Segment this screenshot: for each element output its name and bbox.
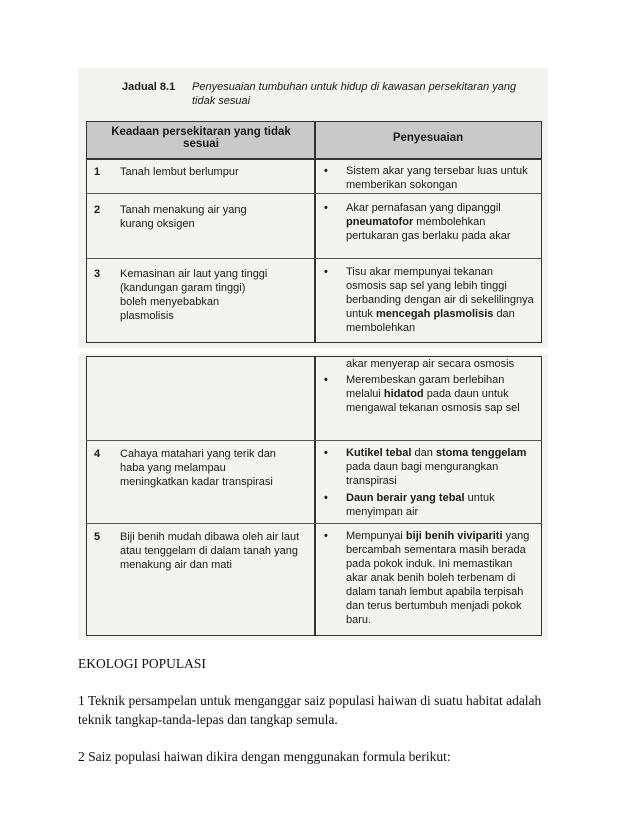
adaptation-4b xyxy=(346,491,534,519)
section-heading: EKOLOGI POPULASI xyxy=(78,656,206,671)
row-rule xyxy=(86,193,542,194)
adaptation-text: pada daun bagi mengurangkan transpirasi xyxy=(346,461,499,487)
adaptation-text: membolehkan pertukaran gas berlaku pada akar xyxy=(346,216,511,242)
bullet: • xyxy=(324,266,328,278)
row-rule xyxy=(86,440,542,441)
condition-4: Cahaya matahari yang terik dan haba yang melampau meningkatkan kadar transpirasi xyxy=(120,448,276,488)
adaptation-text: Tisu akar mempunyai tekanan osmosis sap sel yang lebih tinggi berbanding dengan air di sekelilingnya untuk xyxy=(346,266,534,320)
row-number-2: 2 xyxy=(94,204,101,216)
adaptation-keyword: mencegah plasmolisis xyxy=(375,308,494,320)
row-number-1: 1 xyxy=(94,166,101,178)
caption-text: Penyesuaian tumbuhan untuk hidup di kawasan persekitaran yang tidak sesuai xyxy=(192,81,517,107)
row-number-3: 3 xyxy=(94,268,101,280)
bullet: • xyxy=(324,165,328,177)
adaptation-keyword: pneumatofor xyxy=(346,216,414,228)
row-number-4: 4 xyxy=(94,448,101,460)
adaptation-1: Sistem akar yang tersebar luas untuk memberikan sokongan xyxy=(346,165,528,191)
adaptation-3b xyxy=(346,373,534,415)
textbook-scan xyxy=(78,68,548,640)
adaptation-text: Mempunyai xyxy=(346,530,403,542)
adaptation-keyword: Daun berair yang tebal xyxy=(346,492,465,504)
adaptation-text: dan membolehkan xyxy=(346,308,515,334)
column-divider xyxy=(314,356,316,636)
bullet: • xyxy=(324,447,328,459)
adaptation-text: Akar pernafasan yang dipanggil xyxy=(346,202,501,214)
caption-number: Jadual 8.1 xyxy=(122,81,176,93)
row-rule xyxy=(86,523,542,524)
adaptation-keyword: stoma tenggelam xyxy=(435,447,527,459)
adaptation-3-continued: akar menyerap air secara osmosis xyxy=(346,358,515,370)
adaptation-keyword: hidatod xyxy=(383,388,424,400)
adaptation-5 xyxy=(346,529,534,627)
condition-3: Kemasinan air laut yang tinggi (kandungan garam tinggi) boleh menyebabkan plasmolisis xyxy=(120,268,268,322)
bullet: • xyxy=(324,374,328,386)
bullet: • xyxy=(324,492,328,504)
adaptation-text: dan xyxy=(414,447,433,459)
bullet: • xyxy=(324,530,328,542)
condition-5: Biji benih mudah dibawa oleh air laut atau tenggelam di dalam tanah yang menakung air dan mati xyxy=(120,531,300,571)
row-rule xyxy=(86,258,542,259)
row-number-5: 5 xyxy=(94,531,101,543)
adaptation-keyword: biji benih vivipariti xyxy=(405,530,503,542)
paragraph-2: 2 Saiz populasi haiwan dikira dengan menggunakan formula berikut: xyxy=(78,749,451,764)
condition-1: Tanah lembut berlumpur xyxy=(120,166,239,178)
adaptation-4a xyxy=(346,446,534,488)
header-adaptation: Penyesuaian xyxy=(315,122,541,158)
adaptation-2 xyxy=(346,201,534,243)
adaptation-text: Merembeskan garam berlebihan melalui xyxy=(346,374,505,400)
adaptation-text: untuk menyimpan air xyxy=(346,492,495,518)
header-rule xyxy=(86,158,542,160)
adaptation-text: pada daun untuk mengawal tekanan osmosis sap sel xyxy=(346,388,520,414)
header-condition: Keadaan persekitaran yang tidak sesuai xyxy=(87,122,315,158)
adaptation-3 xyxy=(346,265,534,335)
bullet: • xyxy=(324,202,328,214)
condition-2: Tanah menakung air yang kurang oksigen xyxy=(120,204,247,230)
paragraph-1: 1 Teknik persampelan untuk menganggar saiz populasi haiwan di suatu habitat adalah teknik tangkap-tanda-lepas dan tangkap semula. xyxy=(78,693,542,727)
scan-gap xyxy=(78,348,548,354)
column-divider xyxy=(314,121,316,343)
adaptation-keyword: Kutikel tebal xyxy=(346,447,412,459)
adaptation-text: yang bercambah sementara masih berada pada pokok induk. Ini memastikan akar anak benih boleh terbenam di dalam tanah lembut apabila terpisah dan terus bertumbuh menjadi pokok baru. xyxy=(346,530,530,626)
